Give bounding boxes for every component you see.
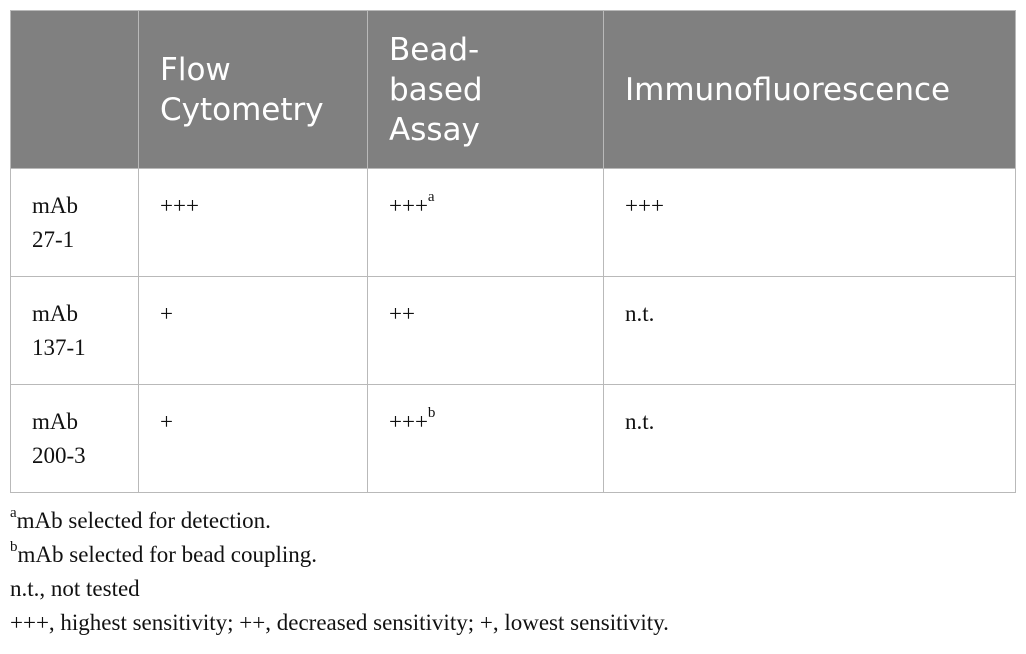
flow-cytometry-cell: + [139,385,368,493]
bead-based-assay-cell [368,169,604,277]
footnote [10,606,1015,640]
footnote [10,538,1015,572]
immunofluorescence-cell: n.t. [604,385,1016,493]
antibody-line: 137-1 [32,335,86,360]
header-cell-bead-based-assay [368,11,604,169]
antibody-line: mAb [32,301,78,326]
immunofluorescence-cell: +++ [604,169,1016,277]
header-cell-flow-cytometry [139,11,368,169]
header-line: Cytometry [160,91,324,128]
sensitivity-table [10,10,1016,493]
antibody-line: mAb [32,409,78,434]
footnote [10,504,1015,538]
bead-based-assay-value: ++ [389,301,415,326]
flow-cytometry-cell: + [139,277,368,385]
table-footnotes [10,504,1015,640]
footnote-marker: a [10,505,17,522]
antibody-line: mAb [32,193,78,218]
antibody-cell [11,385,139,493]
table-row [11,385,1016,493]
immunofluorescence-cell: n.t. [604,277,1016,385]
footnote-text: mAb selected for detection. [16,508,271,533]
header-line: Assay [389,111,480,148]
header-line: Bead- [389,31,480,68]
bead-based-assay-cell [368,385,604,493]
header-cell-immunofluorescence [604,11,1016,169]
footnote [10,572,1015,606]
table-row [11,277,1016,385]
antibody-cell [11,277,139,385]
header-cell-empty [11,11,139,169]
antibody-cell [11,169,139,277]
bead-based-assay-value: +++ [389,193,428,218]
flow-cytometry-cell: +++ [139,169,368,277]
header-row [11,11,1016,169]
footnote-marker: b [10,539,18,556]
header-line: based [389,71,483,108]
header-line: Immunofluorescence [625,71,951,108]
footnote-text: +++, highest sensitivity; ++, decreased sensitivity; +, lowest sensitivity. [10,610,669,635]
footnote-marker: b [427,405,436,422]
antibody-line: 200-3 [32,443,86,468]
bead-based-assay-cell [368,277,604,385]
header-line: Flow [160,51,231,88]
antibody-line: 27-1 [32,227,75,252]
footnote-marker: a [427,189,435,206]
footnote-text: mAb selected for bead coupling. [17,542,318,567]
table-row [11,169,1016,277]
bead-based-assay-value: +++ [389,409,428,434]
footnote-text: n.t., not tested [10,576,140,601]
